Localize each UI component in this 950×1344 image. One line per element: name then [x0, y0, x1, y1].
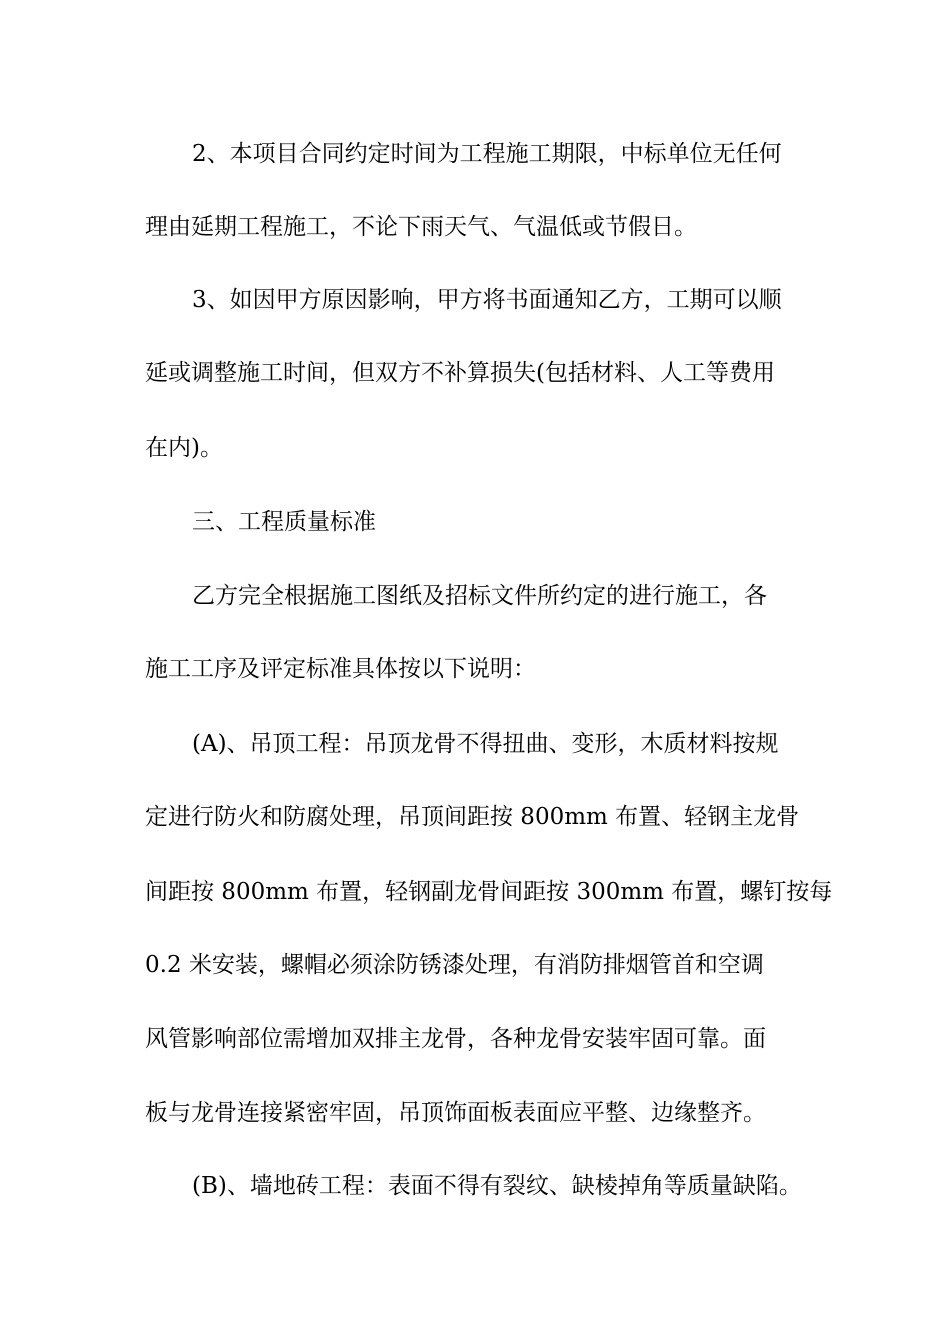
quality-intro-line-2: 施工工序及评定标准具体按以下说明：	[145, 656, 536, 682]
quality-intro-line-1: 乙方完全根据施工图纸及招标文件所约定的进行施工，各	[192, 583, 767, 609]
paragraph-2-line-2: 理由延期工程施工，不论下雨天气、气温低或节假日。	[145, 214, 697, 240]
item-a-line-5: 风管影响部位需增加双排主龙骨，各种龙骨安装牢固可靠。面	[145, 1026, 766, 1052]
paragraph-3-line-1: 3、如因甲方原因影响，甲方将书面通知乙方，工期可以顺	[192, 287, 782, 313]
item-a-line-1: (A)、吊顶工程：吊顶龙骨不得扭曲、变形，木质材料按规	[192, 731, 779, 757]
item-a-line-4: 0.2 米安装，螺帽必须涂防锈漆处理，有消防排烟管首和空调	[145, 952, 764, 978]
paragraph-2-line-1: 2、本项目合同约定时间为工程施工期限，中标单位无任何	[192, 141, 782, 167]
item-a-line-6: 板与龙骨连接紧密牢固，吊顶饰面板表面应平整、边缘整齐。	[145, 1100, 766, 1126]
item-a-line-2: 定进行防火和防腐处理，吊顶间距按 800mm 布置、轻钢主龙骨	[145, 804, 800, 830]
paragraph-3-line-3: 在内)。	[145, 435, 223, 461]
paragraph-3-line-2: 延或调整施工时间，但双方不补算损失(包括材料、人工等费用	[145, 360, 775, 386]
section-heading: 三、工程质量标准	[192, 509, 376, 535]
item-a-line-3: 间距按 800mm 布置，轻钢副龙骨间距按 300mm 布置，螺钉按每	[145, 879, 833, 905]
item-b-line-1: (B)、墙地砖工程：表面不得有裂纹、缺棱掉角等质量缺陷。	[192, 1173, 802, 1199]
